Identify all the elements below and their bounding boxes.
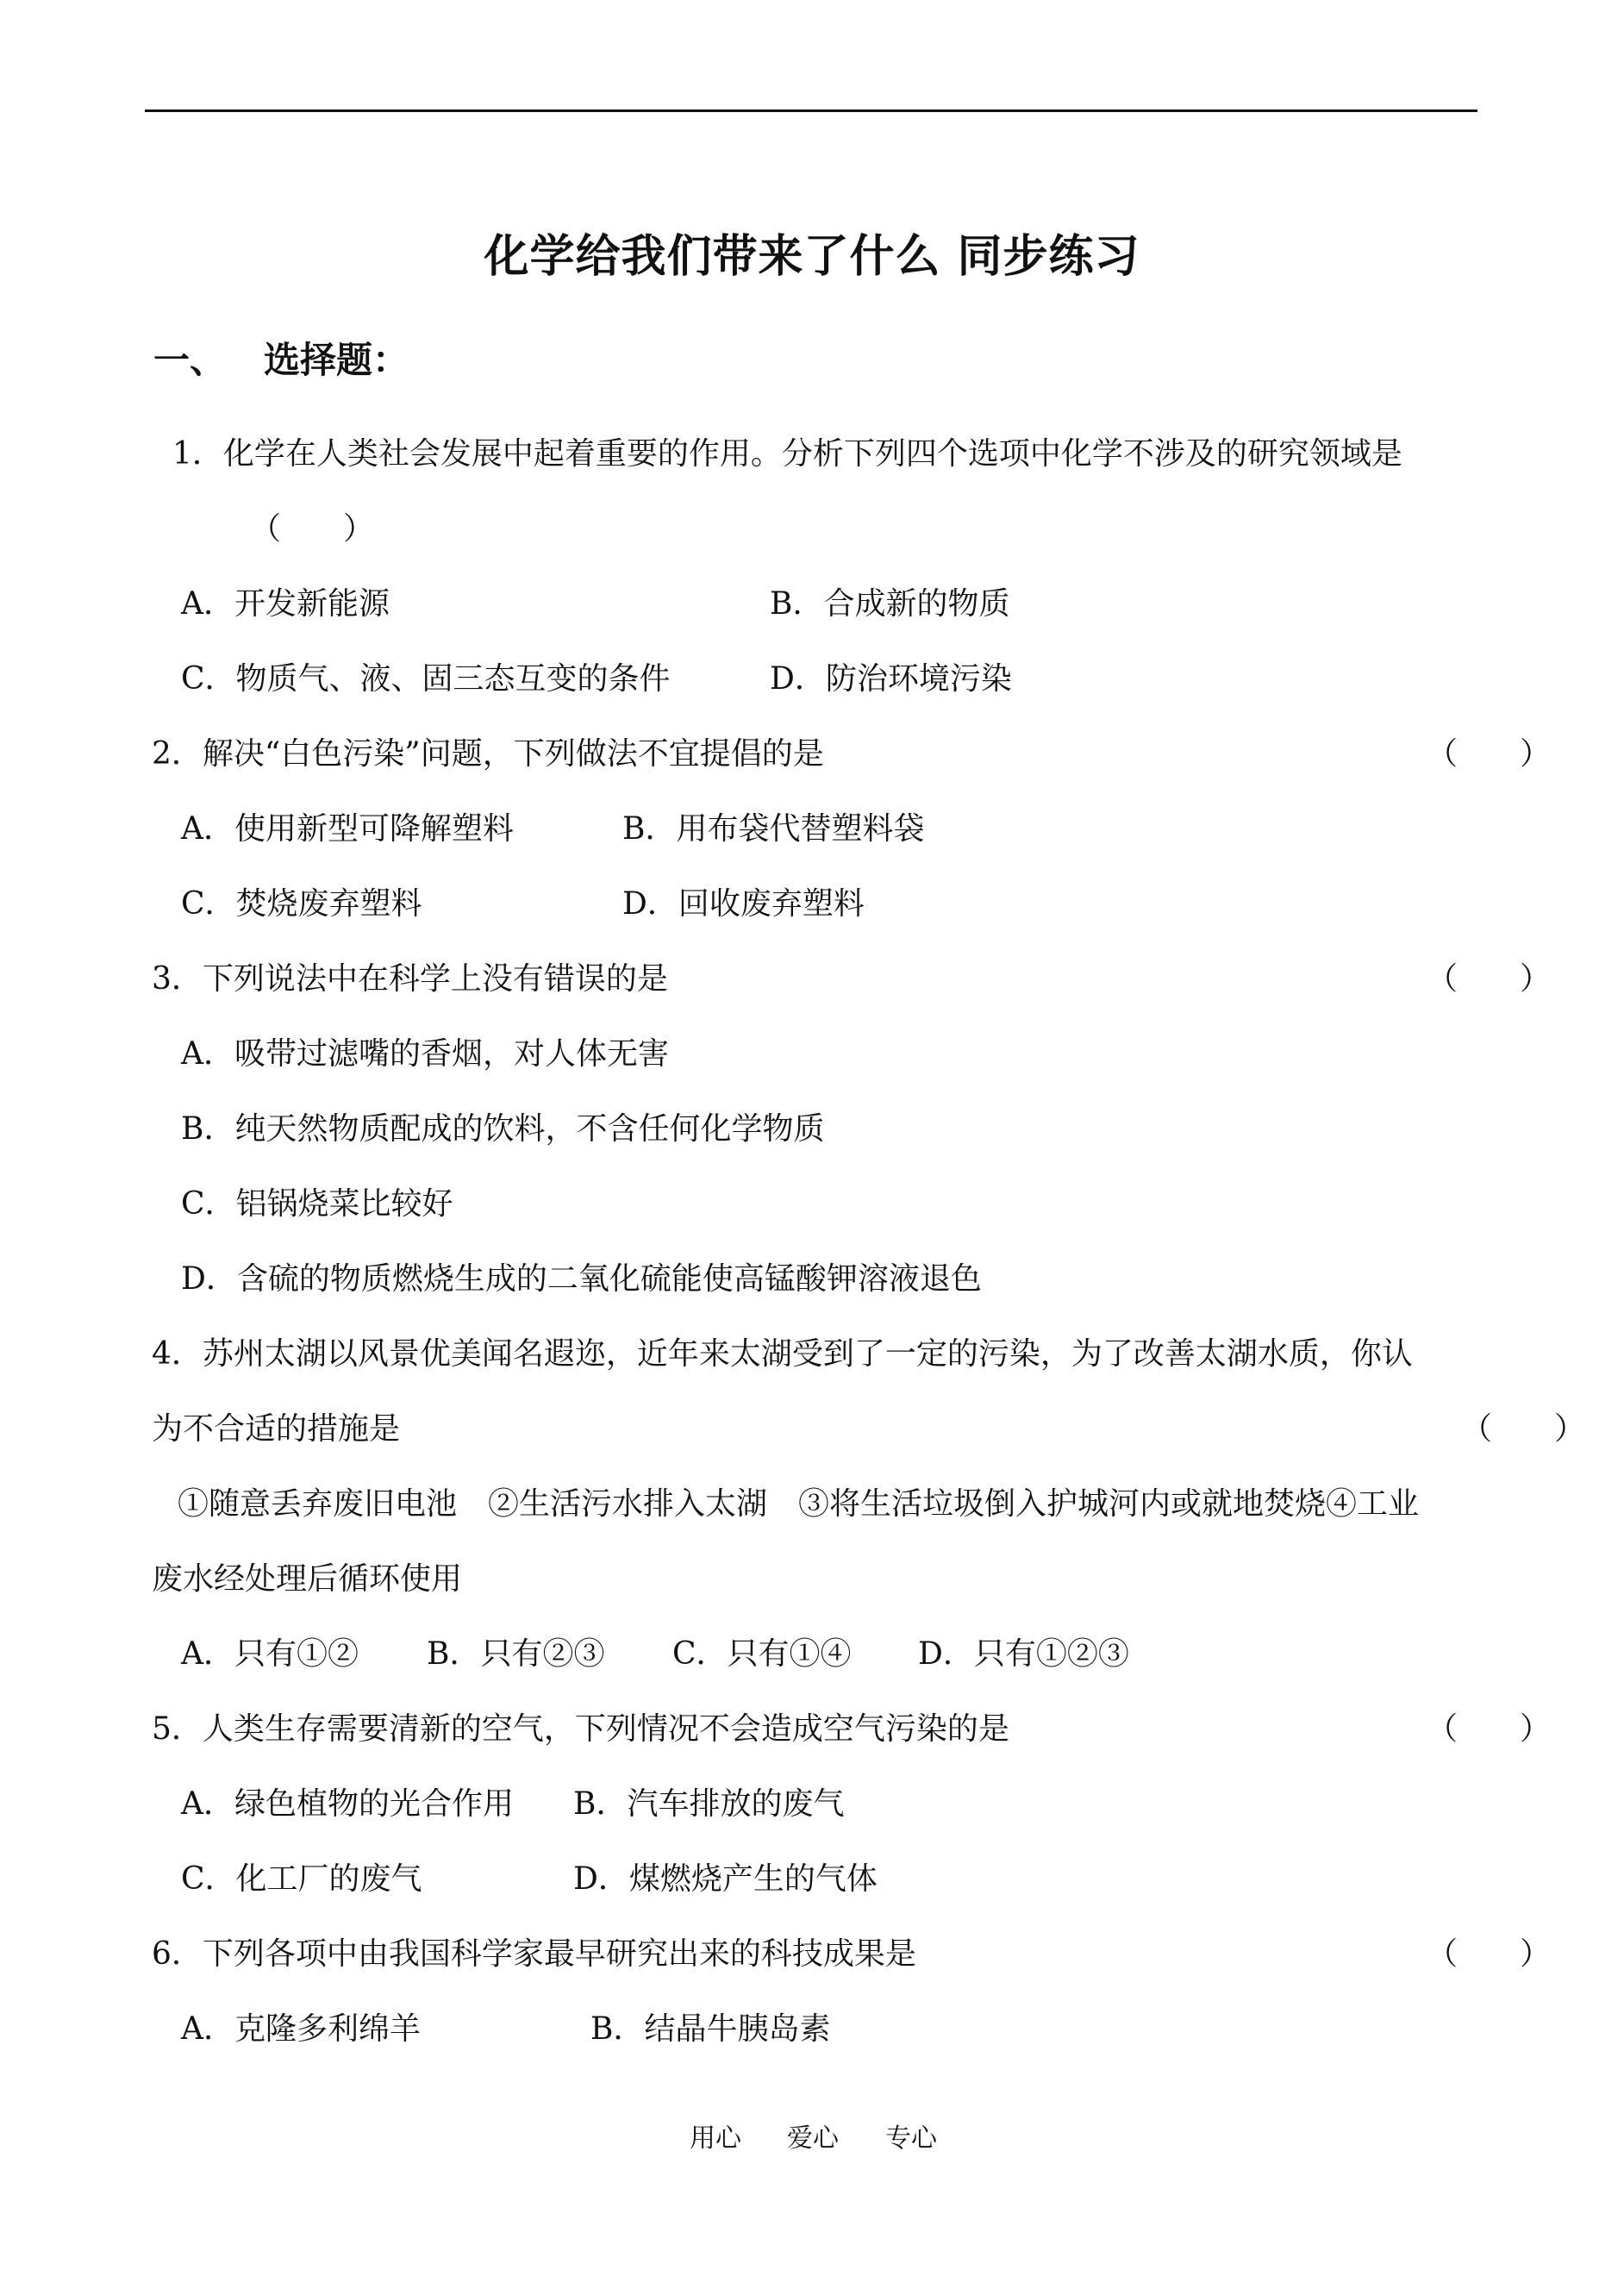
footer-word-1: 用心 <box>690 2123 741 2154</box>
question-5-option-c: C．化工厂的废气 <box>181 1861 422 1897</box>
section-number: 一、 <box>153 339 227 381</box>
question-1-option-b: B．合成新的物质 <box>770 586 1010 622</box>
question-1-option-c: C．物质气、液、固三态互变的条件 <box>181 661 671 697</box>
question-3-option-d: D．含硫的物质燃烧生成的二氧化硫能使高锰酸钾溶液退色 <box>181 1261 982 1297</box>
question-4-statements-cont: 废水经处理后循环使用 <box>152 1561 463 1597</box>
question-4-option-a: A．只有①② <box>181 1636 359 1672</box>
question-4-stem: 4．苏州太湖以风景优美闻名遐迩，近年来太湖受到了一定的污染，为了改善太湖水质，你认 <box>152 1336 1413 1372</box>
question-5-option-b: B．汽车排放的废气 <box>573 1786 845 1822</box>
section-label: 选择题： <box>264 339 409 381</box>
question-2-answer-paren: （ ） <box>1427 736 1552 772</box>
question-3-option-a: A．吸带过滤嘴的香烟，对人体无害 <box>181 1036 669 1072</box>
question-5-option-d: D．煤燃烧产生的气体 <box>573 1861 878 1897</box>
header-rule <box>145 109 1477 112</box>
section-heading <box>153 332 409 384</box>
footer-word-2: 爱心 <box>787 2123 839 2154</box>
question-6-option-a: A．克隆多利绵羊 <box>181 2011 421 2047</box>
question-3-option-c: C．铝锅烧菜比较好 <box>181 1186 453 1222</box>
question-4-statements: ①随意丢弃废旧电池 ②生活污水排入太湖 ③将生活垃圾倒入护城河内或就地焚烧④工业 <box>178 1486 1420 1522</box>
question-4-option-b: B．只有②③ <box>427 1636 605 1672</box>
question-6-option-b: B．结晶牛胰岛素 <box>590 2011 831 2047</box>
question-4-option-d: D．只有①②③ <box>918 1636 1129 1672</box>
question-5-stem: 5．人类生存需要清新的空气，下列情况不会造成空气污染的是 <box>152 1711 1009 1747</box>
footer-word-3: 专心 <box>885 2123 937 2154</box>
question-5-answer-paren: （ ） <box>1427 1711 1552 1747</box>
question-2-option-d: D．回收废弃塑料 <box>622 886 865 922</box>
question-1-stem: 1．化学在人类社会发展中起着重要的作用。分析下列四个选项中化学不涉及的研究领域是 <box>172 436 1402 472</box>
question-1-option-d: D．防治环境污染 <box>770 661 1012 697</box>
question-2-stem: 2．解决“白色污染”问题，下列做法不宜提倡的是 <box>152 736 824 772</box>
question-3-answer-paren: （ ） <box>1427 961 1552 997</box>
page-title: 化学给我们带来了什么 同步练习 <box>484 231 1140 283</box>
question-2-option-c: C．焚烧废弃塑料 <box>181 886 422 922</box>
question-4-option-c: C．只有①④ <box>672 1636 852 1672</box>
question-2-option-b: B．用布袋代替塑料袋 <box>622 811 925 847</box>
question-4-stem-cont: 为不合适的措施是 <box>152 1411 401 1447</box>
question-2-option-a: A．使用新型可降解塑料 <box>181 811 514 847</box>
question-3-option-b: B．纯天然物质配成的饮料，不含任何化学物质 <box>181 1111 825 1147</box>
question-1-option-a: A．开发新能源 <box>181 586 390 622</box>
question-5-option-a: A．绿色植物的光合作用 <box>181 1786 514 1822</box>
question-1-answer-paren: （ ） <box>250 511 375 547</box>
question-4-answer-paren: （ ） <box>1461 1411 1586 1447</box>
question-6-stem: 6．下列各项中由我国科学家最早研究出来的科技成果是 <box>152 1936 916 1972</box>
question-3-stem: 3．下列说法中在科学上没有错误的是 <box>152 961 668 997</box>
question-6-answer-paren: （ ） <box>1427 1936 1552 1972</box>
